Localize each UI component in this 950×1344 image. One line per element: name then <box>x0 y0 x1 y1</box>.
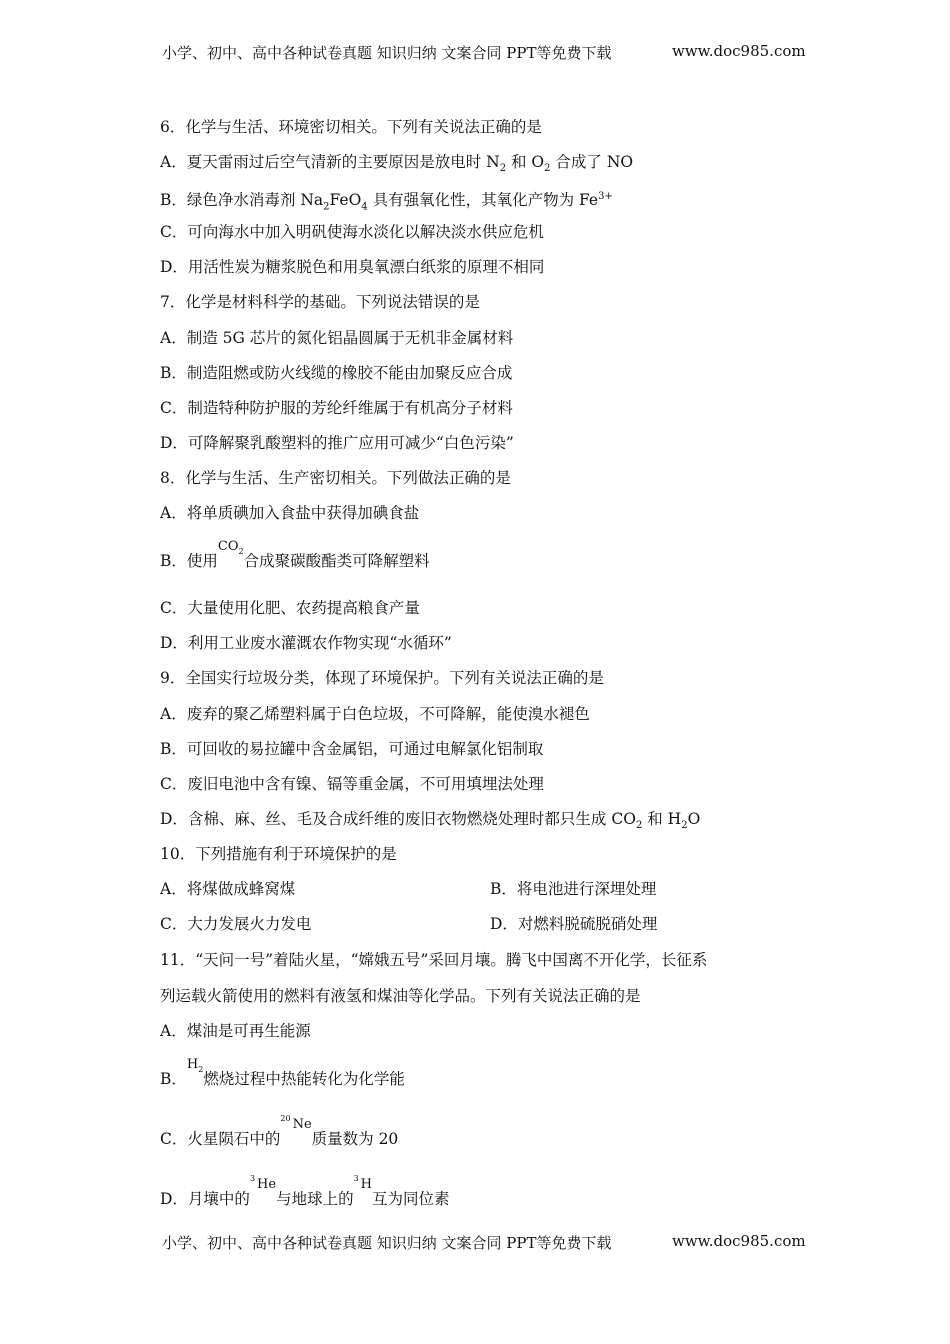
h-mass-number: 3 <box>353 1174 359 1183</box>
q6-b-sup: 3+ <box>598 191 613 202</box>
q9-d-post: O <box>687 810 701 828</box>
q9-option-b: B．可回收的易拉罐中含金属铝，可通过电解氯化铝制取 <box>160 740 544 758</box>
q7-option-d: D．可降解聚乳酸塑料的推广应用可减少“白色污染” <box>160 434 514 452</box>
q9-d-sub1: 2 <box>635 820 643 832</box>
q10-stem: 10．下列措施有利于环境保护的是 <box>160 845 397 863</box>
q8-b-pre: B．使用 <box>160 552 218 570</box>
header-text: 小学、初中、高中各种试卷真题 知识归纳 文案合同 PPT等免费下载 <box>162 44 612 62</box>
q10-row-cd <box>160 914 658 934</box>
q6-b-mid: FeO <box>329 191 362 210</box>
q11-c-post: 质量数为 20 <box>311 1130 399 1148</box>
h2-formula <box>187 1055 203 1076</box>
he-isotope <box>250 1175 276 1196</box>
h-isotope <box>354 1175 372 1196</box>
he-symbol: He <box>257 1177 277 1192</box>
q11-option-d <box>160 1174 450 1212</box>
footer-site: www.doc985.com <box>672 1232 806 1250</box>
q10-option-a: A．将煤做成蜂窝煤 <box>160 880 296 898</box>
q10-option-b: B．将电池进行深埋处理 <box>490 880 657 898</box>
q8-option-a: A．将单质碘加入食盐中获得加碘食盐 <box>160 504 420 522</box>
q11-d-post: 互为同位素 <box>372 1190 450 1208</box>
q6-b-pre: B．绿色净水消毒剂 Na <box>160 191 324 210</box>
q6-b-post: 具有强氧化性，其氧化产物为 Fe <box>367 191 599 210</box>
q9-d-pre: D．含棉、麻、丝、毛及合成纤维的废旧衣物燃烧处理时都只生成 CO <box>160 810 636 828</box>
q6-b-sub2: 4 <box>361 201 368 213</box>
q6-option-d: D．用活性炭为糖浆脱色和用臭氧漂白纸浆的原理不相同 <box>160 258 545 276</box>
co2-formula <box>218 537 244 558</box>
q7-stem: 7．化学是材料科学的基础。下列说法错误的是 <box>160 293 480 311</box>
q11-option-c <box>160 1114 399 1152</box>
q9-d-sub2: 2 <box>681 820 688 832</box>
q7-option-c: C．制造特种防护服的芳纶纤维属于有机高分子材料 <box>160 399 513 417</box>
q8-option-d: D．利用工业废水灌溉农作物实现“水循环” <box>160 634 452 652</box>
q11-option-b <box>160 1057 405 1092</box>
q9-option-a: A．废弃的聚乙烯塑料属于白色垃圾，不可降解，能使溴水褪色 <box>160 705 590 723</box>
q11-b-post: 燃烧过程中热能转化为化学能 <box>203 1070 405 1088</box>
header-site: www.doc985.com <box>672 42 806 60</box>
q9-stem: 9．全国实行垃圾分类，体现了环境保护。下列有关说法正确的是 <box>160 669 604 687</box>
q6-a-pre: A．夏天雷雨过后空气清新的主要原因是放电时 N <box>160 153 500 171</box>
q6-option-a <box>160 152 633 179</box>
q6-stem: 6．化学与生活、环境密切相关。下列有关说法正确的是 <box>160 118 542 136</box>
q6-a-sub1: 2 <box>499 163 507 175</box>
q11-b-pre: B． <box>160 1070 187 1088</box>
ne-symbol: Ne <box>292 1117 312 1132</box>
h2-formula-main: H <box>186 1057 199 1072</box>
q7-option-b: B．制造阻燃或防火线缆的橡胶不能由加聚反应合成 <box>160 364 513 382</box>
q9-d-mid: 和 H <box>642 810 682 828</box>
q11-c-pre: C．火星陨石中的 <box>160 1130 281 1148</box>
q6-a-post: 合成了 NO <box>550 153 634 171</box>
q6-a-mid: 和 O <box>506 153 545 171</box>
q9-option-d <box>160 809 700 836</box>
q6-b-sub1: 2 <box>323 201 330 213</box>
q8-option-c: C．大量使用化肥、农药提高粮食产量 <box>160 599 420 617</box>
q10-row-ab <box>160 879 657 899</box>
q7-option-a: A．制造 5G 芯片的氮化铝晶圆属于无机非金属材料 <box>160 329 514 347</box>
ne-isotope <box>280 1115 311 1136</box>
q8-option-b <box>160 539 430 574</box>
h-symbol: H <box>360 1177 373 1192</box>
he-mass-number: 3 <box>249 1174 256 1183</box>
q11-d-mid: 与地球上的 <box>276 1190 354 1208</box>
co2-formula-main: CO <box>217 539 239 554</box>
h2-formula-sub: 2 <box>198 1065 204 1074</box>
q9-option-c: C．废旧电池中含有镍、镉等重金属，不可用填埋法处理 <box>160 775 544 793</box>
q11-stem-line1: 11．“天问一号”着陆火星，“嫦娥五号”采回月壤。腾飞中国离不开化学，长征系 <box>160 951 708 969</box>
page-footer <box>162 1232 806 1253</box>
page-header <box>162 42 806 63</box>
q11-option-a: A．煤油是可再生能源 <box>160 1022 311 1040</box>
q11-d-pre: D．月壤中的 <box>160 1190 250 1208</box>
co2-formula-sub: 2 <box>238 547 244 556</box>
q6-a-sub2: 2 <box>544 163 551 175</box>
footer-text: 小学、初中、高中各种试卷真题 知识归纳 文案合同 PPT等免费下载 <box>162 1234 612 1252</box>
q10-option-d: D．对燃料脱硫脱硝处理 <box>490 915 658 933</box>
q8-b-post: 合成聚碳酸酯类可降解塑料 <box>243 552 430 570</box>
q10-option-c: C．大力发展火力发电 <box>160 915 312 933</box>
q8-stem: 8．化学与生活、生产密切相关。下列做法正确的是 <box>160 469 511 487</box>
ne-mass-number: 20 <box>280 1114 291 1123</box>
q6-option-b <box>160 187 613 217</box>
q11-stem-line2: 列运载火箭使用的燃料有液氢和煤油等化学品。下列有关说法正确的是 <box>160 987 641 1005</box>
q6-option-c: C．可向海水中加入明矾使海水淡化以解决淡水供应危机 <box>160 223 544 241</box>
